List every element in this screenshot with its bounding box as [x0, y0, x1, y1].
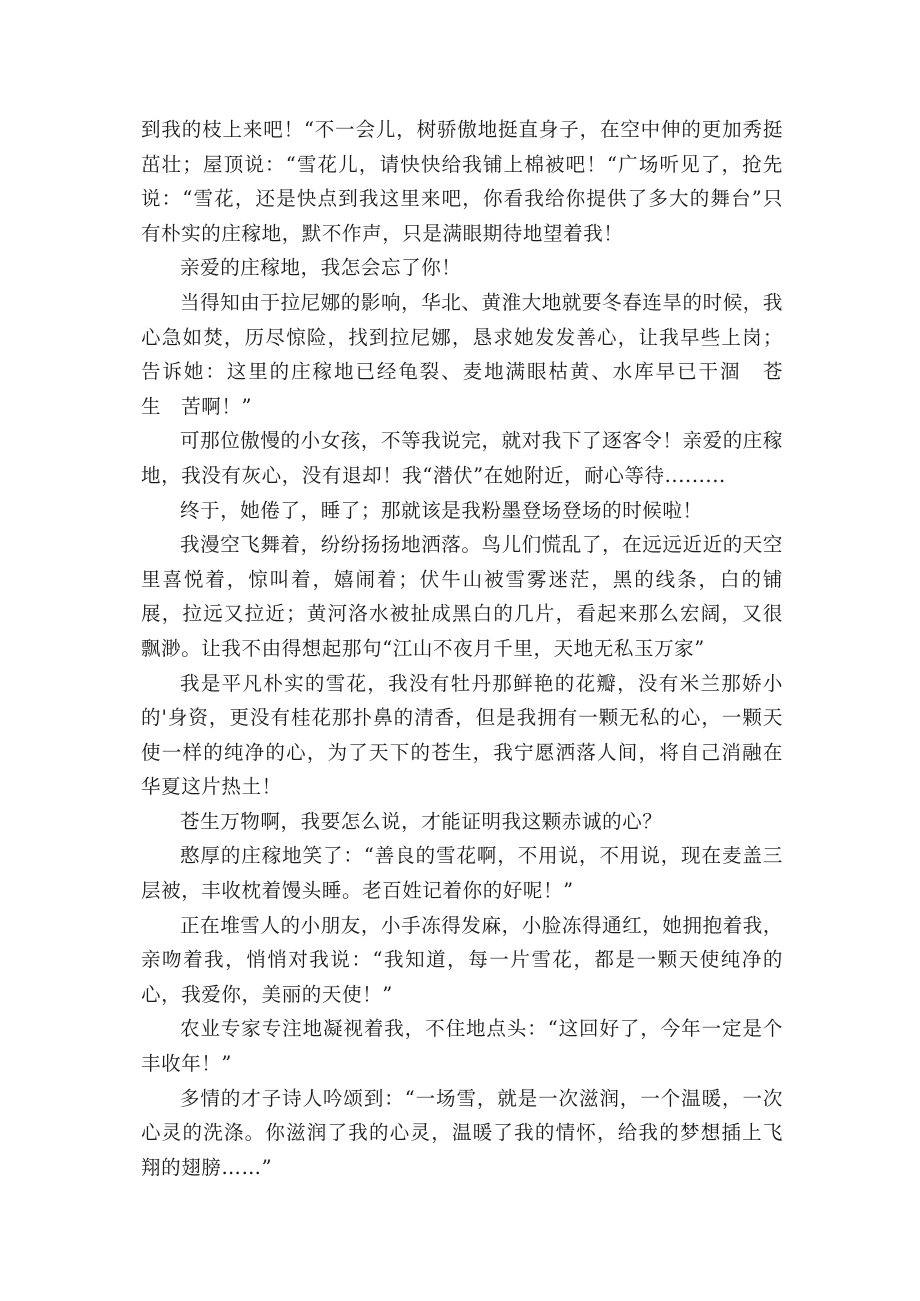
- paragraph: 正在堆雪人的小朋友，小手冻得发麻，小脸冻得通红，她拥抱着我，亲吻着我，悄悄对我说：“我知道，每一片雪花，都是一颗天使纯净的心，我爱你，美丽的天使！”: [141, 913, 784, 1006]
- paragraph: 苍生万物啊，我要怎么说，才能证明我这颗赤诚的心？: [180, 809, 663, 833]
- paragraph: 我漫空飞舞着，纷纷扬扬地洒落。鸟儿们慌乱了，在远远近近的天空里喜悦着，惊叫着，嬉闹着；伏牛山被雪雾迷茫，黑的线条，白的铺展，拉远又拉近；黄河洛水被扯成黑白的几片，看起来那么宏阔，又很飘渺。让我不由得想起那句“江山不夜月千里，天地无私玉万家”: [141, 533, 784, 660]
- article-body: [141, 113, 804, 1185]
- paragraph: 我是平凡朴实的雪花，我没有牡丹那鲜艳的花瓣，没有米兰那娇小的'身资，更没有桂花那扑鼻的清香，但是我拥有一颗无私的心，一颗天使一样的纯净的心，为了天下的苍生，我宁愿洒落人间，将自己消融在华夏这片热土！: [141, 671, 783, 799]
- paragraph: 到我的枝上来吧！“不一会儿，树骄傲地挺直身子，在空中伸的更加秀挺茁壮；屋顶说：“雪花儿，请快快给我铺上棉被吧！“广场听见了，抢先说：“雪花，还是快点到我这里来吧，你看我给你提供了多大的舞台”只有朴实的庄稼地，默不作声，只是满眼期待地望着我！: [141, 118, 783, 245]
- paragraph: 当得知由于拉尼娜的影响，华北、黄淮大地就要冬春连旱的时候，我心急如焚，历尽惊险，找到拉尼娜，恳求她发发善心，让我早些上岗；告诉她：这里的庄稼地已经龟裂、麦地满眼枯黄、水库早已干涸 苍 生 苦啊！”: [141, 290, 804, 418]
- paragraph: 憨厚的庄稼地笑了：“善良的雪花啊，不用说，不用说，现在麦盖三层被，丰收枕着馒头睡。老百姓记着你的好呢！”: [141, 844, 783, 903]
- paragraph: 可那位傲慢的小女孩，不等我说完，就对我下了逐客令！亲爱的庄稼地，我没有灰心，没有退却！我“潜伏”在她附近，耐心等待.........: [141, 429, 784, 487]
- paragraph: 多情的才子诗人吟颂到：“一场雪，就是一次滋润，一个温暖，一次心灵的洗涤。你滋润了我的心灵，温暖了我的情怀，给我的梦想插上飞翔的翅膀……”: [141, 1086, 783, 1179]
- paragraph: 农业专家专注地凝视着我，不住地点头：“这回好了，今年一定是个丰收年！”: [141, 1017, 783, 1076]
- paragraph: 终于，她倦了，睡了；那就该是我粉墨登场登场的时候啦！: [180, 498, 703, 522]
- paragraph: 亲爱的庄稼地，我怎会忘了你！: [180, 256, 462, 280]
